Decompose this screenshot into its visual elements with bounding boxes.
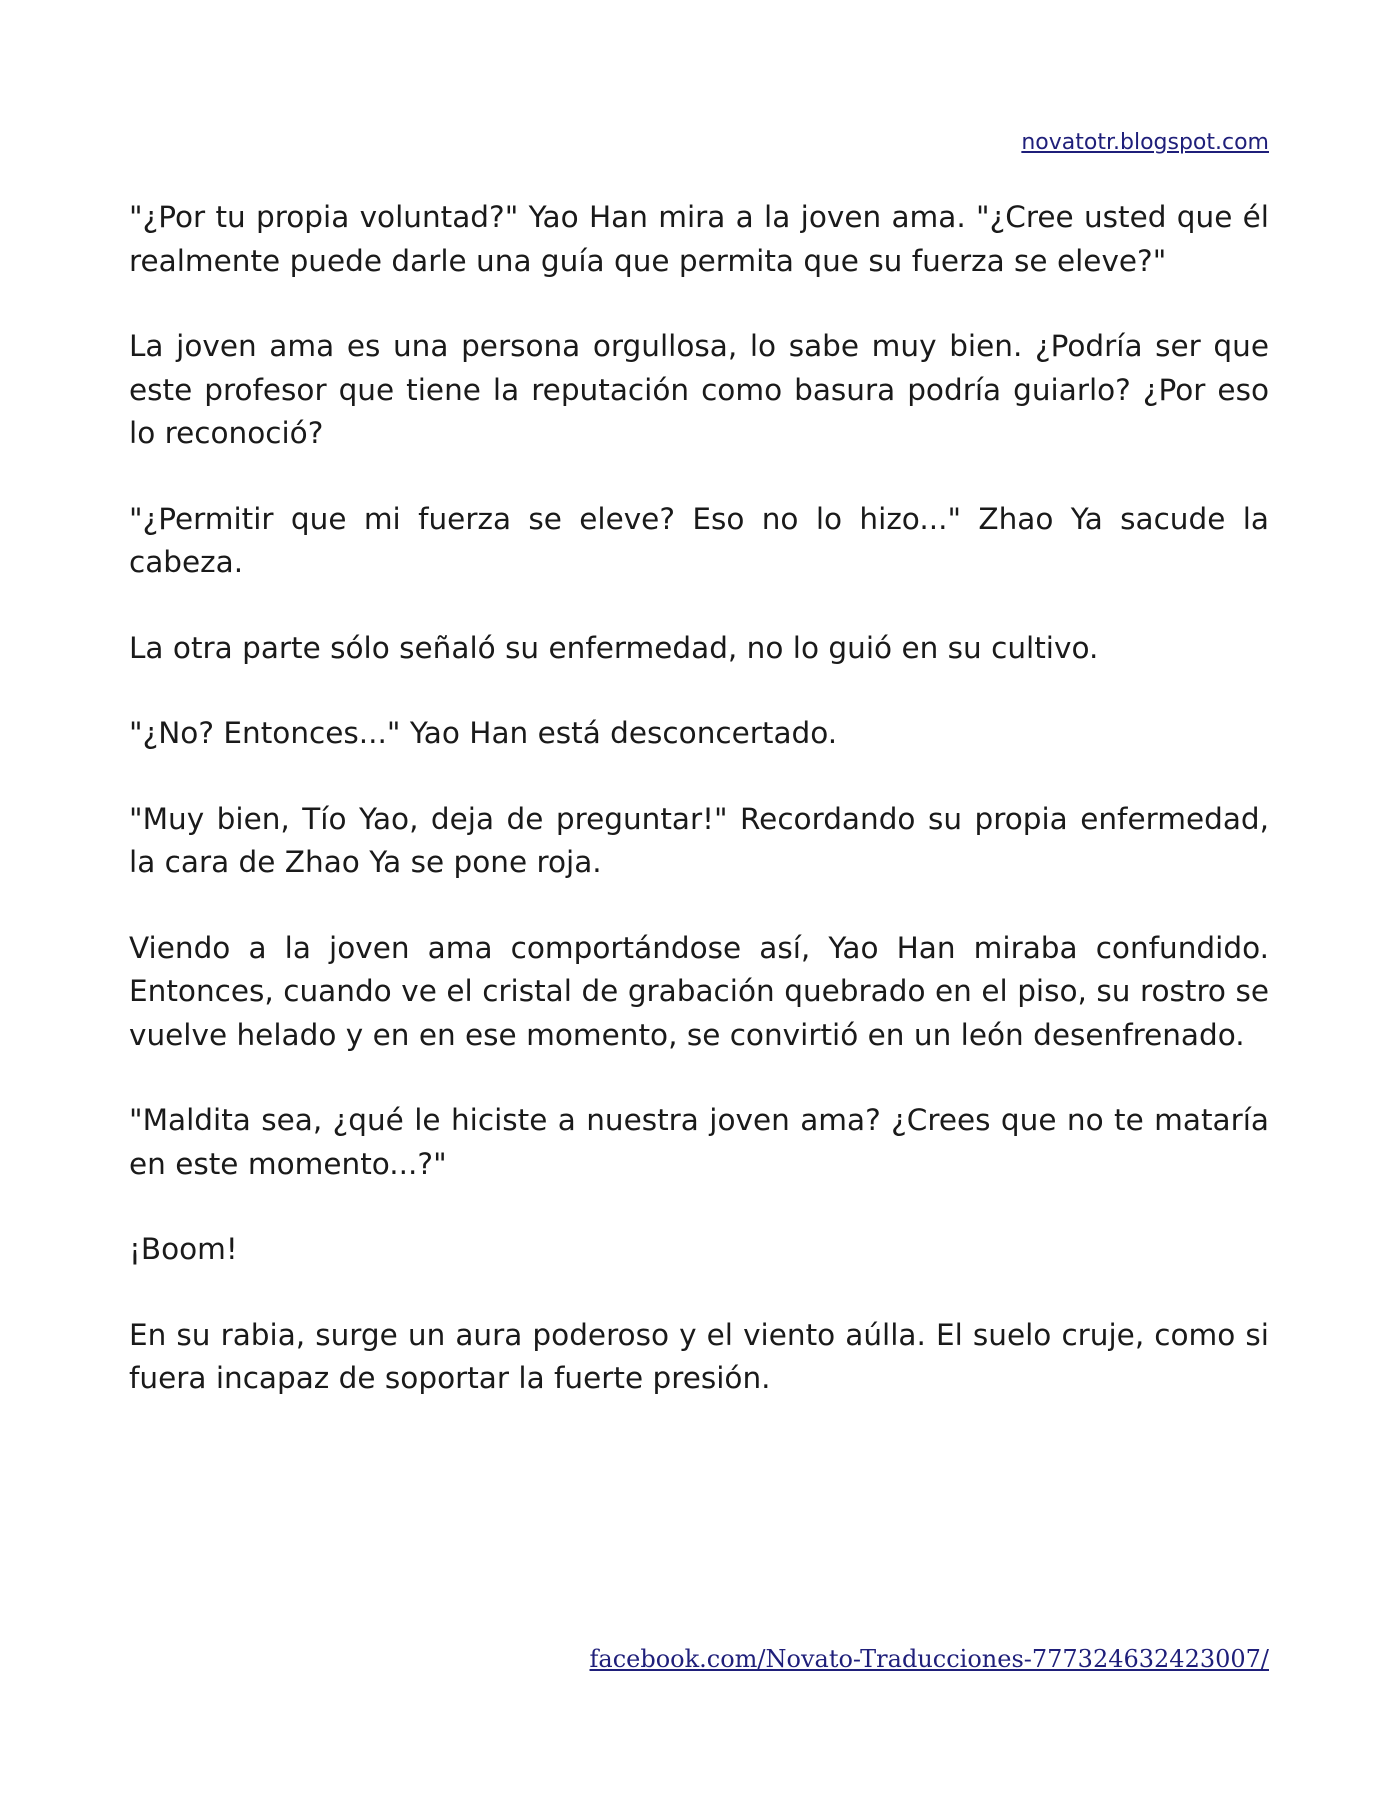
blog-link[interactable]: novatotr.blogspot.com — [1021, 130, 1269, 155]
paragraph: La joven ama es una persona orgullosa, lo sabe muy bien. ¿Podría ser que este profesor que tiene la reputación como basura podría guiarlo? ¿Por eso lo reconoció? — [129, 329, 1269, 450]
body-text — [129, 196, 1269, 1443]
paragraph: Viendo a la joven ama comportándose así, Yao Han miraba confundido. Entonces, cuando ve el cristal de grabación quebrado en el piso, su rostro se vuelve helado y en en ese momento, se convirtió en un león desenfrenado. — [129, 930, 1269, 1052]
paragraph: La otra parte sólo señaló su enfermedad, no lo guió en su cultivo. — [129, 630, 1099, 665]
facebook-link[interactable]: facebook.com/Novato-Traducciones-777324632423007/ — [589, 1645, 1269, 1673]
paragraph: "¿Por tu propia voluntad?" Yao Han mira a la joven ama. "¿Cree usted que él realmente puede darle una guía que permita que su fuerza se eleve?" — [129, 200, 1269, 278]
paragraph: En su rabia, surge un aura poderoso y el viento aúlla. El suelo cruje, como si fuera incapaz de soportar la fuerte presión. — [129, 1317, 1269, 1395]
paragraph: ¡Boom! — [129, 1232, 238, 1266]
paragraph: "¿No? Entonces..." Yao Han está desconcertado. — [129, 716, 838, 750]
paragraph: "¿Permitir que mi fuerza se eleve? Eso no lo hizo..." Zhao Ya sacude la cabeza. — [129, 501, 1269, 579]
paragraph: "Muy bien, Tío Yao, deja de preguntar!" Recordando su propia enfermedad, la cara de Zhao Ya se pone roja. — [129, 801, 1269, 879]
paragraph: "Maldita sea, ¿qué le hiciste a nuestra joven ama? ¿Crees que no te mataría en este momento...?" — [129, 1103, 1269, 1181]
